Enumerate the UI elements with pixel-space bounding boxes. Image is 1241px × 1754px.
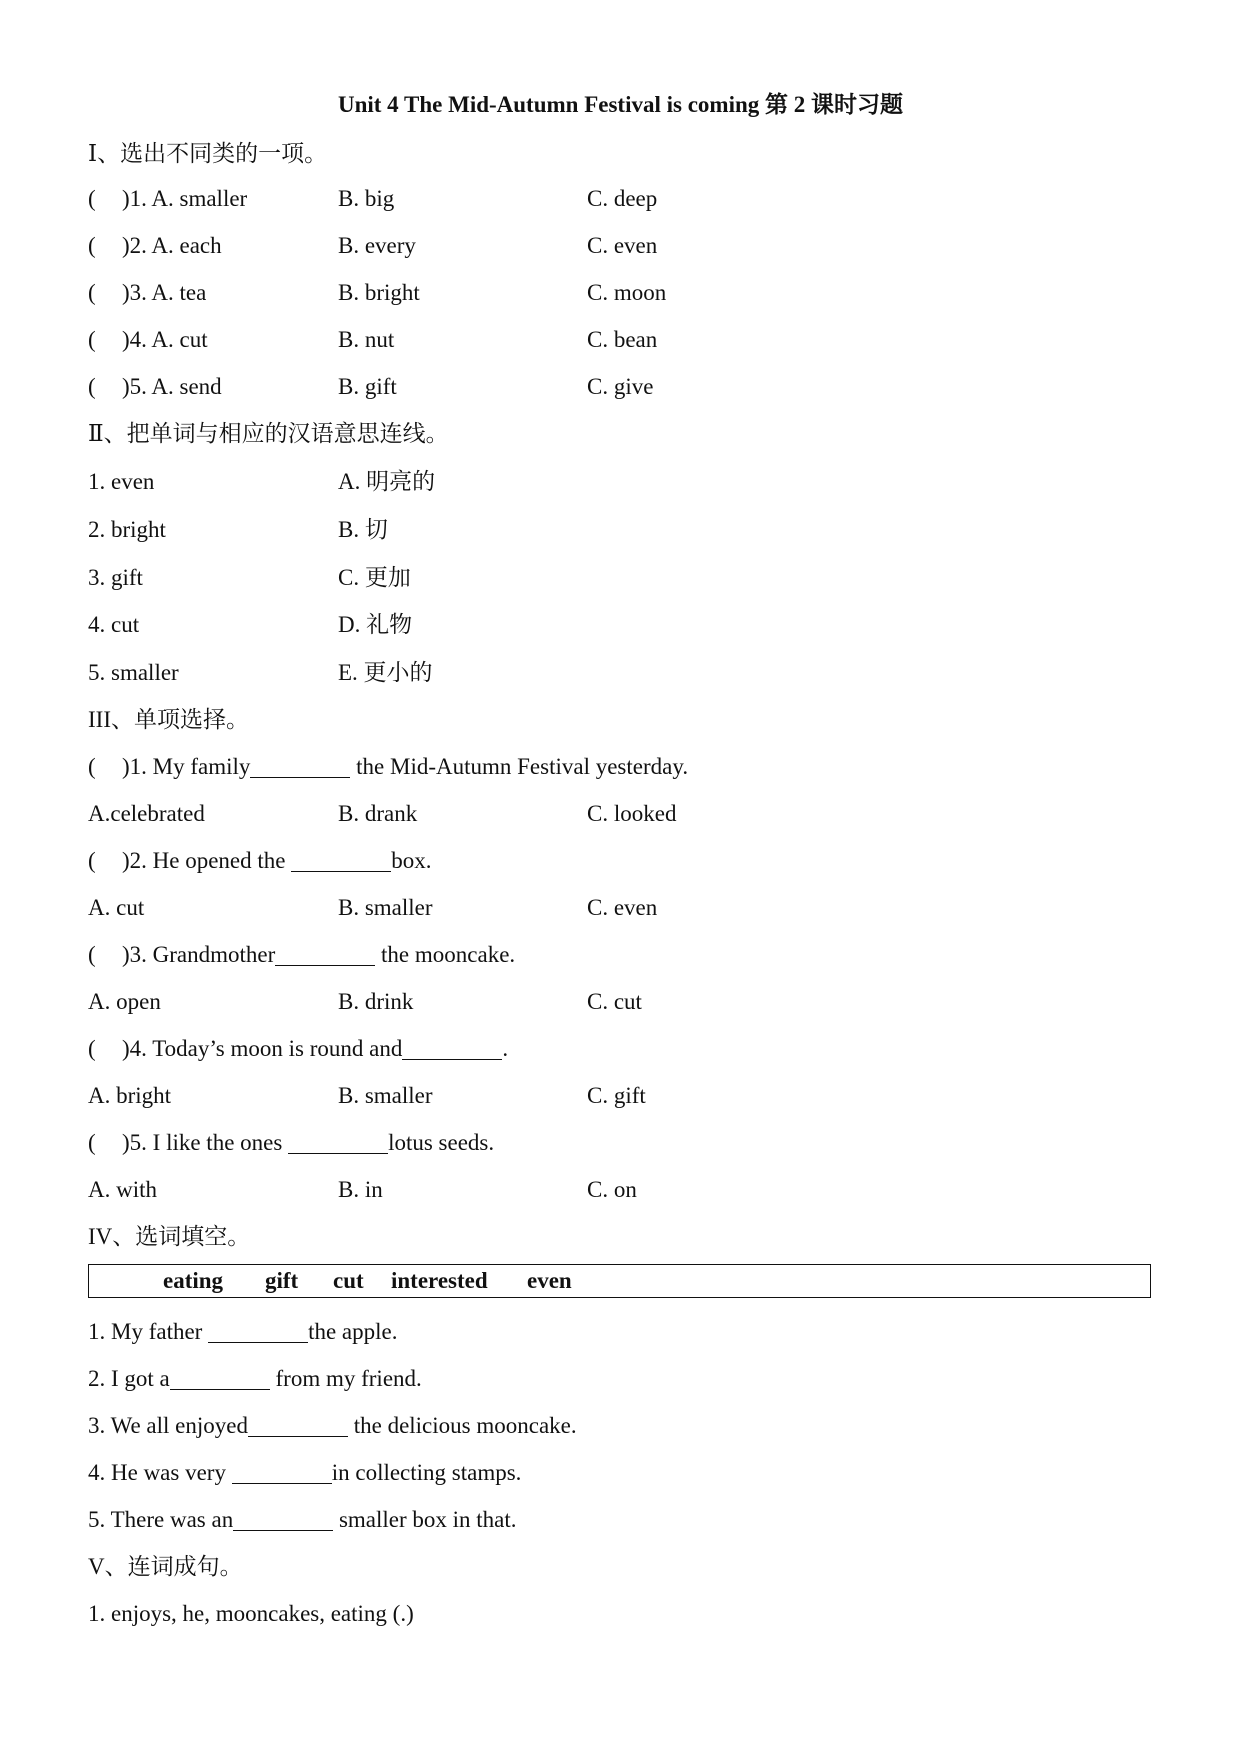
fill-blank[interactable]	[402, 1037, 502, 1060]
answer-bracket: (	[88, 233, 96, 258]
answer-bracket: (	[88, 186, 96, 211]
s3-question-4: ( )4. Today’s moon is round and .	[88, 1033, 508, 1065]
s3-question-2: ( )2. He opened the box.	[88, 845, 432, 877]
s4-question-4: 4. He was very in collecting stamps.	[88, 1460, 522, 1485]
s4-question-5: 5. There was an smaller box in that.	[88, 1507, 517, 1532]
fill-blank[interactable]	[170, 1367, 270, 1390]
answer-bracket: (	[88, 1036, 96, 1061]
fill-blank[interactable]	[288, 1131, 388, 1154]
fill-blank[interactable]	[208, 1320, 308, 1343]
fill-blank[interactable]	[232, 1461, 332, 1484]
page-title: Unit 4 The Mid-Autumn Festival is coming 第 2 课时习题	[337, 92, 904, 117]
answer-bracket: (	[88, 374, 96, 399]
fill-blank[interactable]	[275, 943, 375, 966]
answer-bracket: (	[88, 848, 96, 873]
answer-bracket: (	[88, 754, 96, 779]
section-3-heading: III、单项选择。	[88, 707, 249, 732]
answer-bracket: (	[88, 327, 96, 352]
worksheet-page: Unit 4 The Mid-Autumn Festival is coming 第 2 课时习题 Ⅰ、选出不同类的一项。 ( )1. A. smaller B. big C. deep ( )2. A. each B. every C. even ( )3. A. tea B. bright C. moon ( )4. A. cut B. nut C. bean ( )5. A. send B. gift C. give Ⅱ、把单词与相应的汉语意思连线。 1. even A. 明亮的 2. bright B. 切 3. gift C. 更加 4. cut D. 礼物 5. smaller E. 更小的 III、单项选择。 ( )1. My family the Mid-Autumn Festival yesterday. A.celebrated B. drank C. looked ( )2. He opened the box. A. cut B. smaller C. even ( )3. Grandmother the mooncake. A. open B. drink C. cut ( )4. Today’s moon is round and . A. bright B. smaller C. gift ( )5. I like the ones lotus seeds. A. with B. in C. on IV、选词填空。 eating gift cut interested even 1. My father the apple. 2. I got a from my friend. 3. We all enjoyed the delicious mooncake. 4. He was very in collecting stamps. 5. There was an smaller box in that. V、连词成句。 1. enjoys, he, mooncakes, eating (.)	[0, 0, 1241, 1754]
fill-blank[interactable]	[248, 1414, 348, 1437]
word-bank-item: even	[527, 1268, 572, 1293]
section-4-heading: IV、选词填空。	[88, 1224, 251, 1249]
word-bank-item: eating	[163, 1268, 224, 1293]
section-5-heading: V、连词成句。	[88, 1554, 243, 1579]
answer-bracket: (	[88, 280, 96, 305]
word-bank-item: gift	[265, 1268, 299, 1293]
s4-question-3: 3. We all enjoyed the delicious mooncake.	[88, 1413, 577, 1438]
s4-question-1: 1. My father the apple.	[88, 1319, 398, 1344]
word-bank-item: interested	[391, 1268, 488, 1293]
section-1-heading: Ⅰ、选出不同类的一项。	[88, 141, 328, 166]
s5-question-1: 1. enjoys, he, mooncakes, eating (.)	[88, 1601, 414, 1626]
answer-bracket: (	[88, 942, 96, 967]
s3-question-1: ( )1. My family the Mid-Autumn Festival yesterday.	[88, 751, 688, 783]
s3-question-5: ( )5. I like the ones lotus seeds.	[88, 1127, 494, 1159]
fill-blank[interactable]	[233, 1508, 333, 1531]
s3-question-3: ( )3. Grandmother the mooncake.	[88, 939, 515, 971]
word-bank-box	[88, 1264, 1151, 1298]
s4-question-2: 2. I got a from my friend.	[88, 1366, 422, 1391]
fill-blank[interactable]	[250, 755, 350, 778]
word-bank-item: cut	[333, 1268, 364, 1293]
answer-bracket: (	[88, 1130, 96, 1155]
fill-blank[interactable]	[291, 849, 391, 872]
section-2-heading: Ⅱ、把单词与相应的汉语意思连线。	[88, 421, 449, 446]
